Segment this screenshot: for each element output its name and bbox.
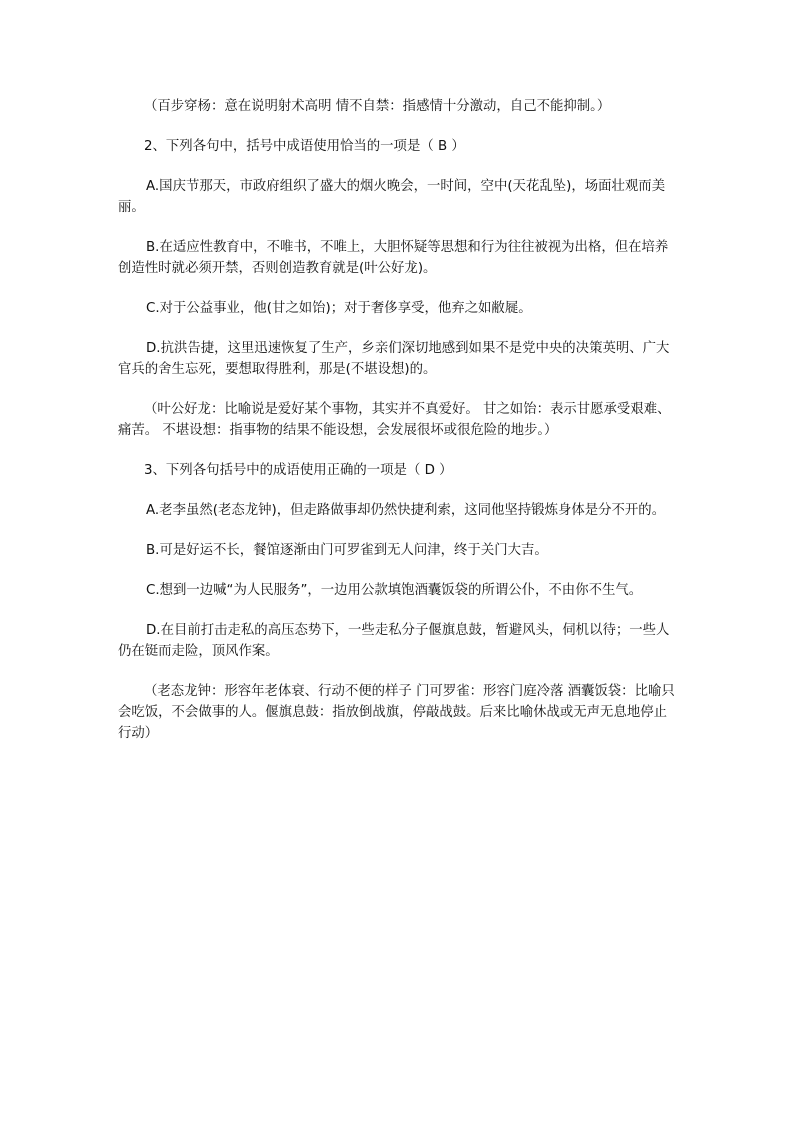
explanation-paragraph-3: （老态龙钟：形容年老体衰、行动不便的样子 门可罗雀：形容门庭冷落 酒囊饭袋：比喻只会吃饭，不会做事的人。偃旗息鼓：指放倒战旗，停敲战鼓。后来比喻休战或无声无息地停止行动） (118, 684, 675, 741)
question-3-option-b: B.可是好运不长，餐馆逐渐由门可罗雀到无人问津，终于关门大吉。 (146, 543, 548, 558)
question-2-option-a: A.国庆节那天，市政府组织了盛大的烟火晚会，一时间，空中(天花乱坠)，场面壮观而美丽。 (118, 179, 666, 215)
explanation-paragraph-1: （百步穿杨：意在说明射术高明 情不自禁：指感情十分激动，自己不能抑制。） (144, 99, 611, 114)
question-3-stem: 3、下列各句括号中的成语使用正确的一项是（ D ） (144, 463, 453, 478)
question-2-option-b: B.在适应性教育中，不唯书，不唯上，大胆怀疑等思想和行为往往被视为出格，但在培养创造性时就必须开禁，否则创造教育就是(叶公好龙)。 (118, 240, 669, 276)
explanation-paragraph-2: （叶公好龙：比喻说是爱好某个事物，其实并不真爱好。 甘之如饴：表示甘愿承受艰难、痛苦。 不堪设想：指事物的结果不能设想，会发展很坏或很危险的地步。） (118, 402, 671, 438)
question-3-option-d: D.在目前打击走私的高压态势下，一些走私分子偃旗息鼓，暂避风头，伺机以待；一些人仍在铤而走险，顶风作案。 (118, 623, 670, 659)
document-body (118, 96, 678, 744)
question-3-option-c: C.想到一边喊“为人民服务”，一边用公款填饱酒囊饭袋的所谓公仆，不由你不生气。 (146, 583, 643, 598)
question-2-option-d: D.抗洪告捷，这里迅速恢复了生产，乡亲们深切地感到如果不是党中央的决策英明、广大官兵的舍生忘死，要想取得胜利，那是(不堪设想)的。 (118, 341, 670, 377)
question-2-stem: 2、下列各句中，括号中成语使用恰当的一项是（ B ） (144, 139, 465, 154)
question-3-option-a: A.老李虽然(老态龙钟)，但走路做事却仍然快捷利索，这同他坚持锻炼身体是分不开的。 (146, 503, 666, 518)
question-2-option-c: C.对于公益事业，他(甘之如饴)；对于奢侈享受，他弃之如敝屣。 (146, 301, 532, 316)
